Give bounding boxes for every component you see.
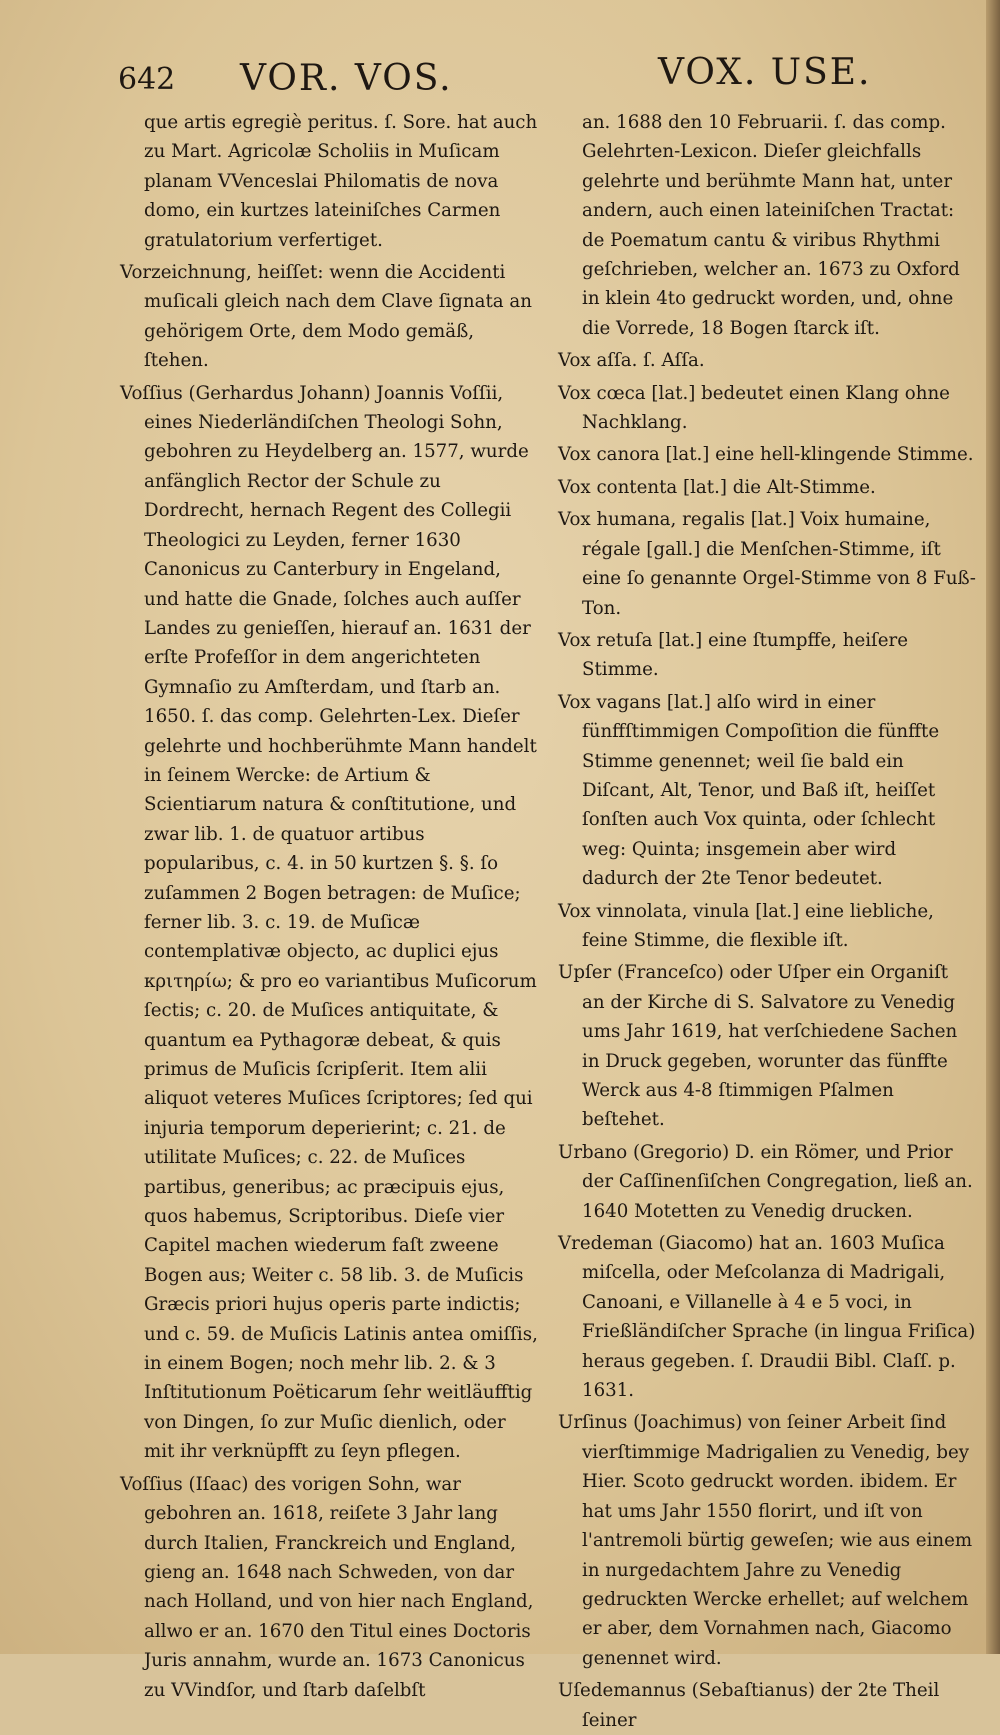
- page-gutter-shadow: [986, 0, 1000, 1654]
- entry-vorzeichnung: Vorzeichnung, heiſſet: wenn die Accidenti muſicali gleich nach dem Clave ſignata an gehörigem Orte, dem Modo gemäß, ſtehen.: [120, 262, 532, 372]
- entry-vox-retusa: Vox retuſa [lat.] eine ſtumpffe, heiſere Stimme.: [558, 629, 908, 681]
- left-column: [120, 108, 540, 1701]
- running-head-right: VOX. USE.: [658, 52, 872, 93]
- entry-ursinus: Urſinus (Joachimus) von ſeiner Arbeit ſind vierſtimmige Madrigalien zu Venedig, bey Hier. Scoto gedruckt worden. ibidem. Er hat ums Jahr 1550 florirt, und iſt von l'antremoli bürtig geweſen; wie aus einem in nurgedachtem Jahre zu Venedig gedruckten Wercke erhellet; auf welchem er aber, dem Vornahmen nach, Giacomo genennet wird.: [558, 1412, 973, 1669]
- entry-vox-vinnolata: Vox vinnolata, vinula [lat.] eine liebliche, feine Stimme, die flexible iſt.: [558, 900, 934, 951]
- entry-vredeman: Vredeman (Giacomo) hat an. 1603 Muſica miſcella, oder Meſcolanza di Madrigali, Canoani, e Villanelle à 4 e 5 voci, in Frießländiſcher Sprache (in lingua Friſica) heraus gegeben. ſ. Draudii Bibl. Claſſ. p. 1631.: [558, 1233, 976, 1402]
- entry-vox-vagans: Vox vagans [lat.] alſo wird in einer fünffſtimmigen Compoſition die fünffte Stimme genennet; weil ſie bald ein Diſcant, Alt, Tenor, und Baß iſt, heiſſet ſonſten auch Vox quinta, oder ſchlecht weg: Quinta; insgemein aber wird dadurch der 2te Tenor bedeutet.: [558, 691, 940, 890]
- page-number: 642: [118, 62, 176, 97]
- entry-vox-canora: Vox canora [lat.] eine hell-klingende Stimme.: [558, 444, 974, 466]
- entry-vox-assa: Vox aſſa. ſ. Aſſa.: [558, 350, 705, 372]
- page-header: [0, 40, 1000, 100]
- running-head-left: VOR. VOS.: [240, 58, 453, 99]
- entry-vox-contenta: Vox contenta [lat.] die Alt-Stimme.: [558, 476, 876, 498]
- entry-continuation: an. 1688 den 10 Februarii. ſ. das comp. Gelehrten-Lexicon. Dieſer gleichfalls gelehrte und berühmte Mann hat, unter andern, auch einen lateiniſchen Tractat: de Poematum cantu & viribus Rhythmi geſchrieben, welcher an. 1673 zu Oxford in klein 4to gedruckt worden, und, ohne die Vorrede, 18 Bogen ſtarck iſt.: [582, 112, 960, 339]
- entry-continuation: que artis egregiè peritus. ſ. Sore. hat auch zu Mart. Agricolæ Scholiis in Muſicam planam VVenceslai Philomatis de nova domo, ein kurtzes lateiniſches Carmen gratulatorium verfertiget.: [144, 112, 538, 251]
- right-column: [558, 108, 976, 1731]
- entry-vox-humana: Vox humana, regalis [lat.] Voix humaine, régale [gall.] die Menſchen-Stimme, iſt eine ſo genannte Orgel-Stimme von 8 Fuß-Ton.: [558, 509, 976, 619]
- entry-vossius-isaac: Voſſius (Iſaac) des vorigen Sohn, war gebohren an. 1618, reiſete 3 Jahr lang durch Italien, Franckreich und England, gieng an. 1648 nach Schweden, von dar nach Holland, und von hier nach England, allwo er an. 1670 den Titul eines Doctoris Juris annahm, wurde an. 1673 Canonicus zu VVindſor, und ſtarb daſelbſt: [120, 1473, 534, 1701]
- entry-vox-coeca: Vox cœca [lat.] bedeutet einen Klang ohne Nachklang.: [558, 382, 950, 434]
- entry-vossius-gerhardus: Voſſius (Gerhardus Johann) Joannis Voſſii, eines Niederländiſchen Theologi Sohn, gebohren zu Heydelberg an. 1577, wurde anfänglich Rector der Schule zu Dordrecht, hernach Regent des Collegii Theologici zu Leyden, ferner 1630 Canonicus zu Canterbury in Engeland, und hatte die Gnade, ſolches auch auſſer Landes zu genieſſen, hierauf an. 1631 der erſte Profeſſor in dem angerichteten Gymnaſio zu Amſterdam, und ſtarb an. 1650. ſ. das comp. Gelehrten-Lex. Dieſer gelehrte und hochberühmte Mann handelt in ſeinem Wercke: de Artium & Scientiarum natura & conſtitutione, und zwar lib. 1. de quatuor artibus popularibus, c. 4. in 50 kurtzen §. §. ſo zuſammen 2 Bogen betragen: de Muſice; ferner lib. 3. c. 19. de Muſicæ contemplativæ objecto, ac duplici ejus κριτηρίω; & pro eo variantibus Muſicorum ſectis; c. 20. de Muſices antiquitate, & quantum ea Pythagoræ debeat, & quis primus de Muſicis ſcripſerit. Item alii aliquot veteres Muſices ſcriptores; ſed qui injuria temporum deperierint; c. 21. de utilitate Muſices; c. 22. de Muſices partibus, generibus; ac præcipuis ejus, quos habemus, Scriptoribus. Dieſe vier Capitel machen wiederum faſt zweene Bogen aus; Weiter c. 58 lib. 3. de Muſicis Græcis priori hujus operis parte indictis; und c. 59. de Muſicis Latinis antea omiſſis, in einem Bogen; noch mehr lib. 2. & 3 Inſtitutionum Poëticarum ſehr weitläufftig von Dingen, ſo zur Muſic dienlich, oder mit ihr verknüpfft zu ſeyn pflegen.: [120, 382, 538, 1463]
- entry-usedemannus: Uſedemannus (Sebaſtianus) der 2te Theil ſeiner: [558, 1680, 940, 1731]
- entry-urbano: Urbano (Gregorio) D. ein Römer, und Prior der Caſſinenſiſchen Congregation, ließ an. 1640 Motetten zu Venedig drucken.: [558, 1141, 973, 1222]
- entry-upser: Upſer (Franceſco) oder Uſper ein Organiſt an der Kirche di S. Salvatore zu Venedig ums Jahr 1619, hat verſchiedene Sachen in Druck gegeben, worunter das fünffte Werck aus 4-8 ſtimmigen Pſalmen beſtehet.: [558, 962, 958, 1131]
